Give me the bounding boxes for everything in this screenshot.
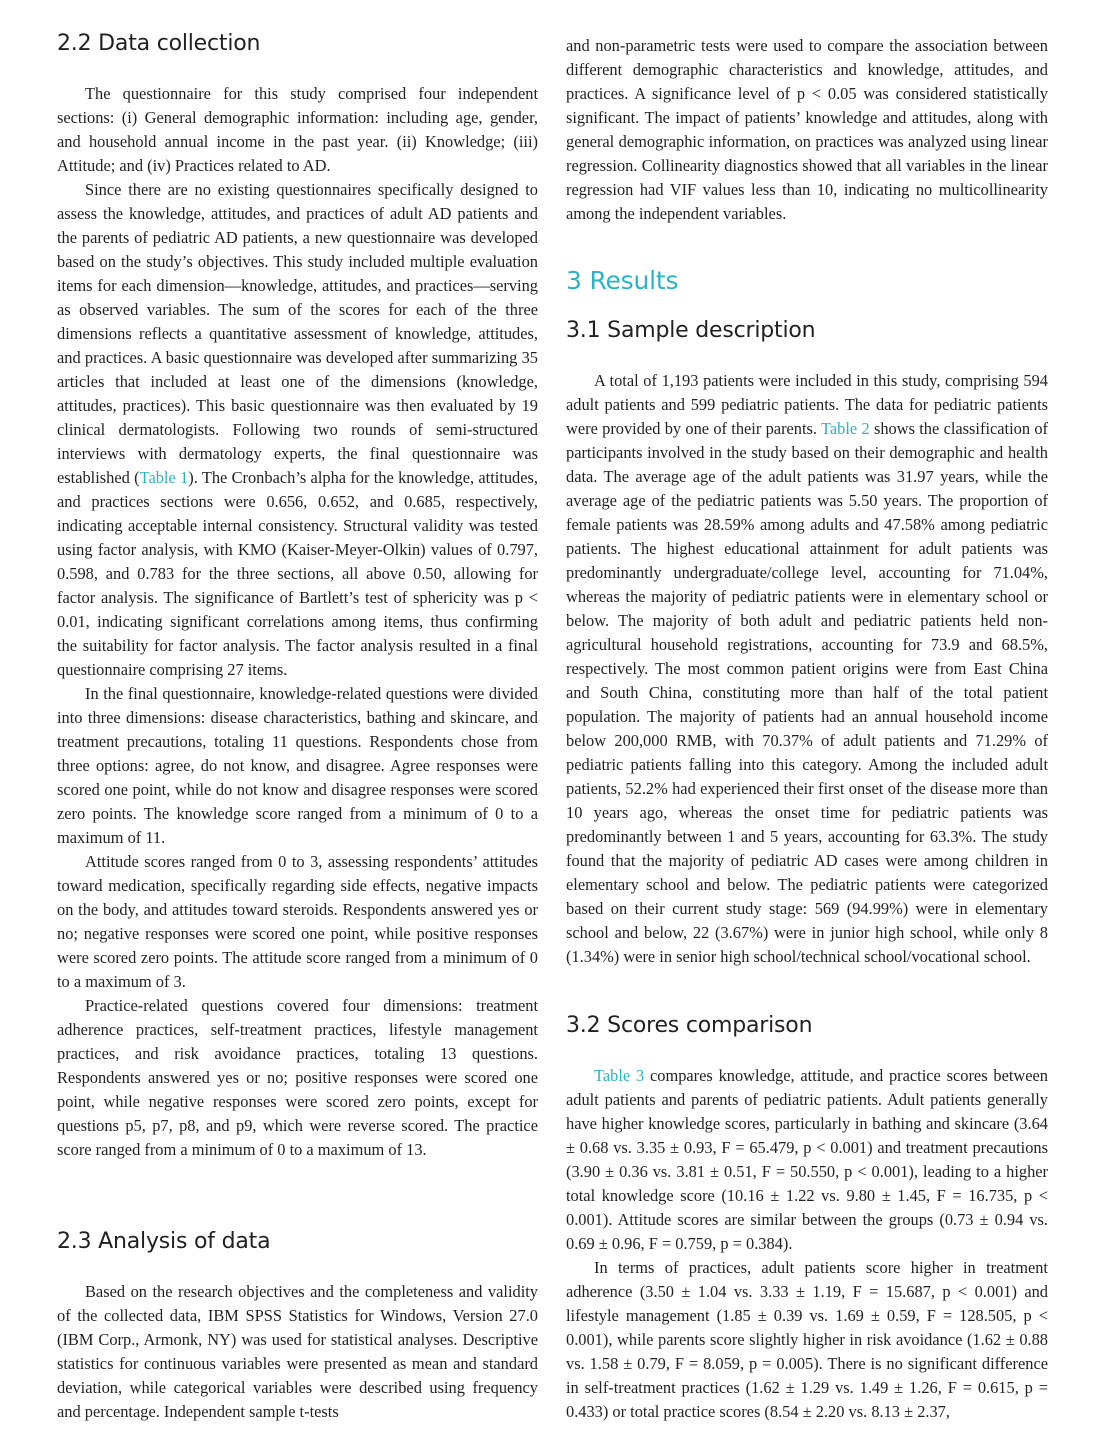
paragraph xyxy=(57,178,538,682)
section-2-2-body xyxy=(57,82,538,1162)
section-2-2 xyxy=(57,30,538,58)
paragraph: In the final questionnaire, knowledge-related questions were divided into three dimensions: disease characteristics, bathing and skincare, and treatment precautions, totaling 11 questions. Respondents chose from three options: agree, do not know, and disagree. Agree responses were scored one point, while do not know and disagree responses were scored zero points. The knowledge score ranged from a minimum of 0 to a maximum of 11. xyxy=(57,684,538,847)
paragraph: Practice-related questions covered four dimensions: treatment adherence practices, self-treatment practices, lifestyle management practices, and risk avoidance practices, totaling 13 questions. Respondents answered yes or no; positive responses were scored one point, while negative responses were scored zero points, except for questions p5, p7, p8, and p9, which were reverse scored. The practice score ranged from a minimum of 0 to a maximum of 13. xyxy=(57,996,538,1159)
paragraph-text: shows the classification of participants involved in the study based on their demographic and health data. The average age of the adult patients was 31.97 years, while the average age of the pediatric patients was 5.50 years. The proportion of female patients was 28.59% among adults and 47.58% among pediatric patients. The highest educational attainment for adult patients was predominantly undergraduate/college level, accounting for 71.04%, whereas the majority of pediatric patients were in elementary school or below. The majority of both adult and pediatric patients held non-agricultural household registrations, accounting for 73.9 and 68.5%, respectively. The most common patient origins were from East China and South China, constituting more than half of the total patient population. The majority of patients had an annual household income below 200,000 RMB, with 70.37% of adult patients and 71.29% of pediatric patients falling into this category. Among the included adult patients, 52.2% had experienced their first onset of the disease more than 10 years ago, whereas the onset time for pediatric patients was predominantly between 1 and 5 years, accounting for 63.3%. The study found that the majority of pediatric AD cases were among children in elementary school and below. The pediatric patients were categorized based on their current study stage: 569 (94.99%) were in elementary school and below, 22 (3.67%) were in junior high school, while only 8 (1.34%) were in senior high school/technical school/vocational school. xyxy=(566,419,1048,966)
paragraph-text: ). The Cronbach’s alpha for the knowledge, attitudes, and practices sections were 0.656, 0.652, and 0.685, respectively, indicating acceptable internal consistency. Structural validity was tested using factor analysis, with KMO (Kaiser-Meyer-Olkin) values of 0.797, 0.598, and 0.783 for the three sections, all above 0.50, allowing for factor analysis. The significance of Bartlett’s test of sphericity was p < 0.01, indicating significant correlations among items, thus confirming the suitability for factor analysis. The factor analysis resulted in a final questionnaire comprising 27 items. xyxy=(57,468,539,679)
section-heading: 2.3 Analysis of data xyxy=(57,1229,271,1254)
section-3-1-body xyxy=(566,369,1048,969)
paragraph: In terms of practices, adult patients score higher in treatment adherence (3.50 ± 1.04 vs. 3.33 ± 1.19, F = 15.687, p < 0.001) and lifestyle management (1.85 ± 0.39 vs. 1.69 ± 0.59, F = 128.505, p < 0.001), while parents score slightly higher in risk avoidance (1.62 ± 0.88 vs. 1.58 ± 0.79, F = 8.059, p = 0.005). There is no significant difference in self-treatment practices (1.62 ± 1.29 vs. 1.49 ± 1.26, F = 0.615, p = 0.433) or total practice scores (8.54 ± 2.20 vs. 8.13 ± 2.37, xyxy=(566,1258,1048,1421)
section-3-2-body xyxy=(566,1064,1048,1424)
results-heading: 3 Results xyxy=(566,266,679,295)
paragraph-text: compares knowledge, attitude, and practice scores between adult patients and parents of pediatric patients. Adult patients generally have higher knowledge scores, particularly in bathing and skincare (3.64 ± 0.68 vs. 3.35 ± 0.93, F = 65.479, p < 0.001) and treatment precautions (3.90 ± 0.36 vs. 3.81 ± 0.51, F = 50.550, p < 0.001), leading to a higher total knowledge score (10.16 ± 1.22 vs. 9.80 ± 1.45, F = 16.735, p < 0.001). Attitude scores are similar between the groups (0.73 ± 0.94 vs. 0.69 ± 0.96, F = 0.759, p = 0.384). xyxy=(566,1066,1048,1253)
paragraph: Based on the research objectives and the completeness and validity of the collected data, IBM SPSS Statistics for Windows, Version 27.0 (IBM Corp., Armonk, NY) was used for statistical analyses. Descriptive statistics for continuous variables were presented as mean and standard deviation, while categorical variables were described using frequency and percentage. Independent sample t-tests xyxy=(57,1282,538,1421)
paragraph xyxy=(566,1064,1048,1256)
section-heading: 3.2 Scores comparison xyxy=(566,1013,813,1038)
section-2-3-body xyxy=(57,1280,538,1424)
section-heading: 2.2 Data collection xyxy=(57,31,261,56)
paragraph-text: Since there are no existing questionnaires specifically designed to assess the knowledge, attitudes, and practices of adult AD patients and the parents of pediatric AD patients, a new questionnaire was developed based on the study’s objectives. This study included multiple evaluation items for each dimension—knowledge, attitudes, and practices—serving as observed variables. The sum of the scores for each of the three dimensions reflects a quantitative assessment of knowledge, attitudes, and practices. A basic questionnaire was developed after summarizing 35 articles that included at least one of the dimensions (knowledge, attitudes, practices). This basic questionnaire was then evaluated by 19 clinical dermatologists. Following two rounds of semi-structured interviews with dermatology experts, the final questionnaire was established ( xyxy=(57,180,538,487)
section-heading: 3.1 Sample description xyxy=(566,318,816,343)
paragraph: Attitude scores ranged from 0 to 3, assessing respondents’ attitudes toward medication, specifically regarding side effects, negative impacts on the body, and attitudes toward steroids. Respondents answered yes or no; negative responses were scored one point, while positive responses were scored zero points. The attitude score ranged from a minimum of 0 to a maximum of 3. xyxy=(57,852,538,991)
section-3-2 xyxy=(566,1012,1048,1040)
section-2-3 xyxy=(57,1228,538,1256)
paragraph-text: A total of 1,193 patients were included in this study, comprising 594 adult patients and 599 pediatric patients. The data for pediatric patients were provided by one of their parents. xyxy=(566,371,1048,438)
table-3-link[interactable]: Table 3 xyxy=(594,1066,645,1085)
paragraph: The questionnaire for this study comprised four independent sections: (i) General demographic information: including age, gender, and household annual income in the past year. (ii) Knowledge; (iii) Attitude; and (iv) Practices related to AD. xyxy=(57,84,538,175)
section-3-1 xyxy=(566,317,1048,345)
table-2-link[interactable]: Table 2 xyxy=(821,419,870,438)
paragraph xyxy=(566,369,1048,969)
paragraph: and non-parametric tests were used to compare the association between different demographic characteristics and knowledge, attitudes, and practices. A significance level of p < 0.05 was considered statistically significant. The impact of patients’ knowledge and attitudes, along with general demographic information, on practices was analyzed using linear regression. Collinearity diagnostics showed that all variables in the linear regression had VIF values less than 10, indicating no multicollinearity among the independent variables. xyxy=(566,36,1048,223)
section-2-3-continued xyxy=(566,34,1048,226)
table-1-link[interactable]: Table 1 xyxy=(139,468,189,487)
results-section xyxy=(566,266,1048,296)
